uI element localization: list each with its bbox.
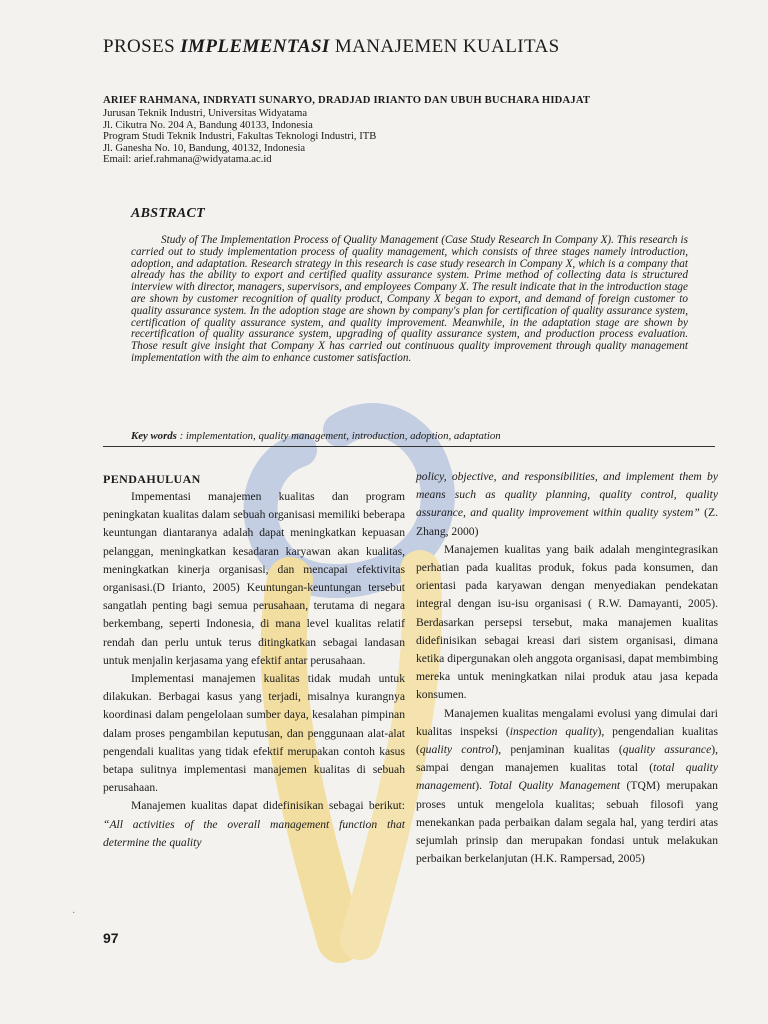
section-heading: PENDAHULUAN	[103, 472, 201, 486]
paragraph: Implementasi manajemen kualitas tidak mudah untuk dilakukan. Berbagai kasus yang terjadi, misalnya kurangnya koordinasi dalam pengelolaan sumber daya, kesalahan pimpinan dalam proses pengambilan keputusan, dan penggunaan alat-alat pengendali kualitas yang tidak efektif merupakan contoh kasus betapa sulitnya implementasi manajemen kualitas di sebuah perusahaan.	[103, 672, 405, 795]
keywords-line	[131, 430, 691, 442]
paragraph	[416, 468, 718, 541]
term-italic: total quality management	[416, 761, 718, 793]
paragraph	[103, 797, 405, 852]
email-line: Email: arief.rahmana@widyatama.ac.id	[103, 154, 272, 166]
paragraph-text: Manajemen kualitas dapat didefinisikan sebagai berikut:	[131, 799, 405, 813]
divider-rule	[103, 446, 715, 447]
paragraph-quote: policy, objective, and responsibilities, and implement them by means such as quality planning, quality control, quality assurance, and quality improvement within quality system”	[416, 470, 718, 520]
term-italic: inspection quality	[509, 724, 598, 738]
term-italic: Total Quality Management	[488, 779, 621, 793]
paragraph: Manajemen kualitas yang baik adalah mengintegrasikan perhatian pada kualitas produk, fokus pada konsumen, dan orientasi pada karyawan dengan menyediakan pendekatan integral dengan isu-isu organisasi ( R.W. Damayanti, 2005). Berdasarkan persepsi tersebut, maka manajemen kualitas didefinisikan sebagai kreasi dari sistem organisasi, dimana ketika dipergunakan oleh anggota organisasi, dapat membimbing mereka untuk meningkatkan nilai produk atau jasa kepada konsumen.	[416, 542, 718, 702]
column-left	[103, 470, 405, 852]
paragraph-text: ), penjaminan kualitas (	[494, 743, 623, 757]
affiliations	[103, 108, 663, 166]
abstract-body: Study of The Implementation Process of Quality Management (Case Study Research In Company X). This research is carried out to study implementation process of quality management, which consists of three stages namely introduction, adoption, and adaptation. Research strategy in this research is case study research in Company X, which is a company that already has the ability to export and certified quality assurance system. Prime method of collecting data is structured interview with director, managers, supervisors, and employees Company X. The result indicate that in the introduction stage are shown by customer recognition of quality product, Company X began to export, and demand of foreign customer to quality assurance system. In the adoption stage are shown by company's plan for certification of quality assurance system, certification of quality assurance system, and quality improvement. Meanwhile, in the adaptation stage are shown by recertification of quality assurance system, upgrading of quality assurance system, and production process evaluation. Those result give insight that Company X has carried out continuous quality improvement through quality management implementation with the aim to enhance customer satisfaction.	[131, 234, 688, 364]
title-text-2: MANAJEMEN KUALITAS	[329, 36, 560, 57]
paragraph	[416, 705, 718, 869]
page-number: 97	[103, 930, 119, 946]
title-text-italic: IMPLEMENTASI	[180, 36, 330, 57]
paragraph: Impementasi manajemen kualitas dan program peningkatan kualitas dalam sebuah organisasi memiliki beberapa keuntungan diantaranya adalah dapat meningkatkan kepuasan pelanggan, meningkatkan kesadaran karyawan akan kualitas, meningkatkan kinerja organisasi, dan mencapai efektivitas organisasi.(D Irianto, 2005) Keuntungan-keuntungan tersebut sangatlah penting bagi semua perusahaan, terutama di negara berkembang, seperti Indonesia, di mana level kualitas relatif rendah dan perlu untuk terus ditingkatkan sebagai landasan untuk menjalin kerjasama yang efektif antar perusahaan.	[103, 490, 405, 667]
keywords-text: : implementation, quality management, introduction, adoption, adaptation	[176, 430, 501, 442]
keywords-label: Key words	[131, 430, 177, 442]
term-italic: quality assurance	[622, 743, 712, 757]
title-text-1: PROSES	[103, 36, 181, 57]
affiliation-line: Jurusan Teknik Industri, Universitas Widyatama	[103, 108, 308, 119]
paragraph-text: ), pengendalian kualitas (	[416, 724, 718, 757]
paragraph-quote: “All activities of the overall management function that determine the quality	[103, 817, 405, 849]
paragraph-text: Manajemen kualitas mengalami evolusi yang dimulai dari kualitas inspeksi (	[416, 706, 718, 738]
paragraph-text: (TQM) merupakan proses untuk mengelola kualitas; sebuah filosofi yang menekankan pada perbaikan dalam segala hal, yang terdiri atas sejumlah prinsip dan merupakan fondasi untuk melakukan perbaikan berkelanjutan (H.K. Rampersad, 2005)	[416, 779, 718, 866]
paragraph-text: ), sampai dengan manajemen kualitas total (	[416, 743, 718, 775]
affiliation-line: Program Studi Teknik Industri, Fakultas Teknologi Industri, ITB	[103, 131, 377, 143]
scan-speck: ·	[72, 908, 76, 919]
paragraph-text: ).	[475, 779, 489, 793]
column-right	[416, 468, 718, 868]
affiliation-line: Jl. Cikutra No. 204 A, Bandung 40133, Indonesia	[103, 119, 313, 131]
author-list: ARIEF RAHMANA, INDRYATI SUNARYO, DRADJAD IRIANTO DAN UBUH BUCHARA HIDAJAT	[103, 95, 591, 106]
citation: (Z. Zhang, 2000)	[416, 506, 718, 538]
term-italic: quality control	[419, 743, 495, 757]
paper-title	[103, 36, 723, 58]
abstract-heading: ABSTRACT	[131, 206, 205, 221]
affiliation-line: Jl. Ganesha No. 10, Bandung, 40132, Indonesia	[103, 142, 306, 154]
